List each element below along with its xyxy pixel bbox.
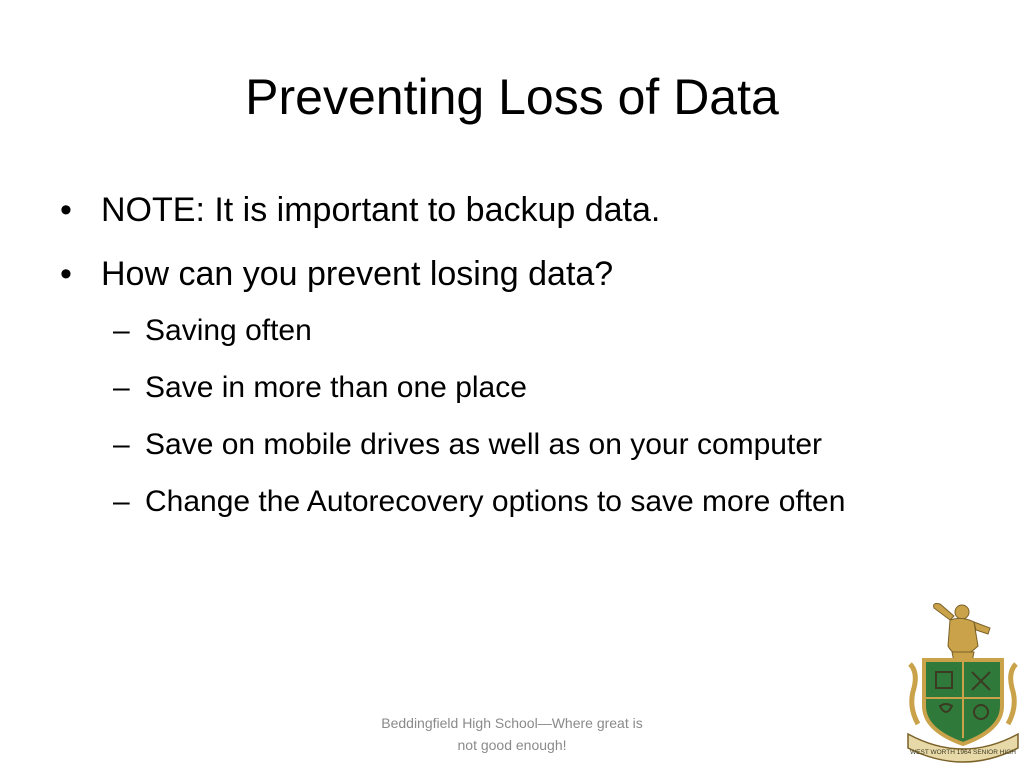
dash-symbol: – <box>113 428 130 461</box>
footer <box>362 712 662 756</box>
footer-line: not good enough! <box>457 737 567 753</box>
sub-bullet-text: Save in more than one place <box>145 371 527 404</box>
sub-bullet-item <box>60 369 980 407</box>
sub-bullet-text: Save on mobile drives as well as on your computer <box>145 428 822 461</box>
bullet-symbol: • <box>60 255 72 293</box>
bullet-item <box>60 252 980 296</box>
slide-body <box>60 188 980 540</box>
footer-line: Beddingfield High School—Where great is <box>381 715 643 731</box>
sub-bullet-list <box>60 312 980 521</box>
school-crest-logo <box>904 598 1022 766</box>
slide-title: Preventing Loss of Data <box>245 69 779 125</box>
bullet-symbol: • <box>60 191 72 229</box>
ribbon-text: WEST WORTH 1964 SENIOR HIGH <box>910 749 1016 756</box>
bullet-text: NOTE: It is important to backup data. <box>101 191 661 229</box>
statue-figure-icon <box>934 604 990 663</box>
bullet-text: How can you prevent losing data? <box>101 255 614 293</box>
sub-bullet-text: Saving often <box>145 314 312 347</box>
sub-bullet-item <box>60 483 980 521</box>
bullet-item <box>60 188 980 232</box>
dash-symbol: – <box>113 485 130 518</box>
sub-bullet-item <box>60 312 980 350</box>
sub-bullet-text: Change the Autorecovery options to save more often <box>145 485 846 518</box>
dash-symbol: – <box>113 371 130 404</box>
dash-symbol: – <box>113 314 130 347</box>
sub-bullet-item <box>60 426 980 464</box>
